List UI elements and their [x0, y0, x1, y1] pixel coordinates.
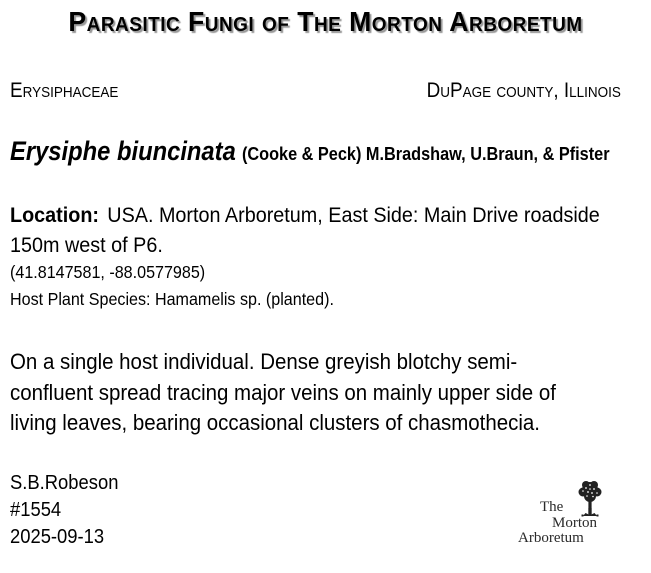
host-plant-species: Host Plant Species: Hamamelis sp. (planted). — [10, 289, 334, 309]
collector-name: S.B.Robeson — [10, 472, 119, 494]
description-line: confluent spread tracing major veins on mainly upper side of — [10, 380, 556, 405]
location-text: USA. Morton Arboretum, East Side: Main Drive roadside — [107, 203, 600, 227]
description-line: living leaves, bearing occasional clusters of chasmothecia. — [10, 410, 540, 435]
species-name: Erysiphe biuncinata — [10, 136, 236, 166]
description-line: On a single host individual. Dense greyish blotchy semi- — [10, 349, 518, 374]
collection-date: 2025-09-13 — [10, 526, 105, 548]
family-name: Erysiphaceae — [10, 79, 119, 102]
logo-text-morton: Morton — [552, 515, 597, 531]
gps-coordinates: (41.8147581, -88.0577985) — [10, 262, 206, 282]
species-authority: (Cooke & Peck) M.Bradshaw, U.Braun, & Pfister — [241, 143, 610, 164]
page-title: Parasitic Fungi of The Morton Arboretum — [68, 6, 583, 37]
location-line-1 — [10, 203, 600, 228]
logo-text-arboretum: Arboretum — [518, 530, 584, 546]
logo-text-the: The — [540, 499, 564, 515]
collection-number: #1554 — [10, 499, 62, 521]
tree-icon — [577, 480, 603, 520]
species-line — [10, 136, 610, 167]
location-label: Location: — [10, 203, 100, 227]
morton-arboretum-logo — [518, 480, 613, 550]
county-state: DuPage county, Illinois — [426, 79, 621, 102]
location-line-2: 150m west of P6. — [10, 233, 163, 257]
